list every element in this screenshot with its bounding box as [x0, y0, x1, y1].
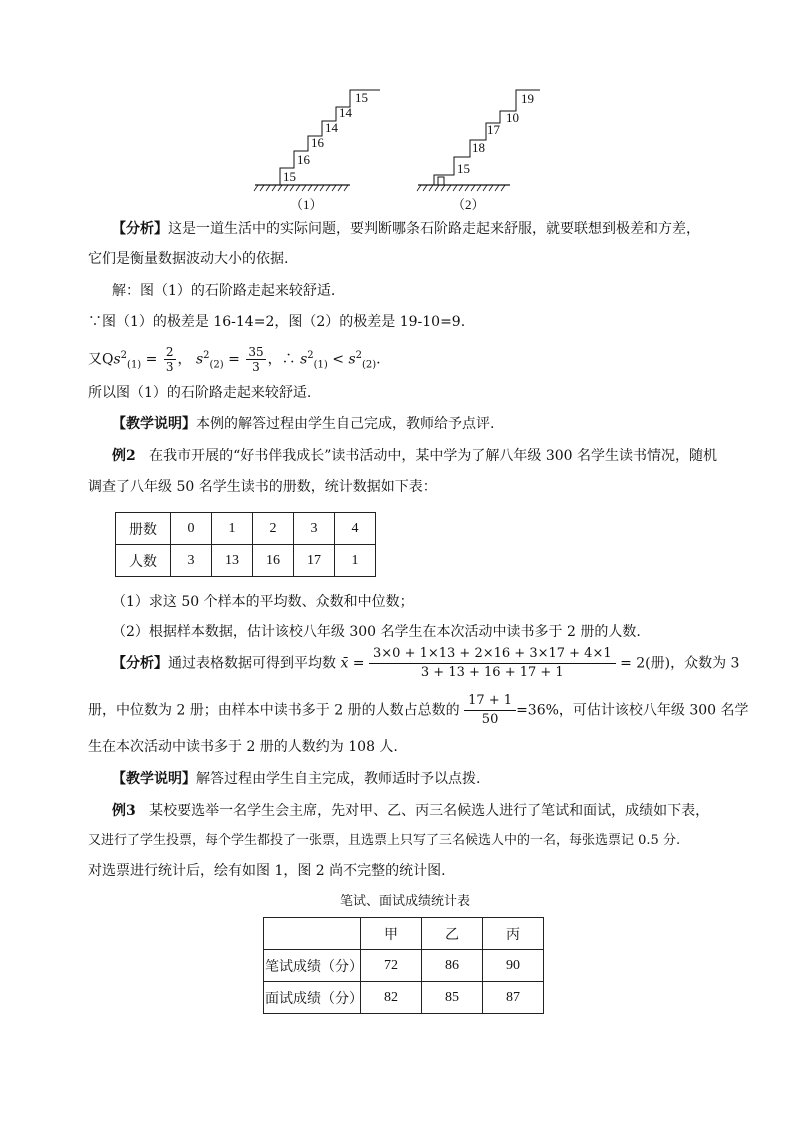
table-cell: 4 [335, 513, 376, 545]
conclusion-line: 所以图（1）的石阶路走起来较舒适. [88, 385, 312, 401]
example-2-line-1: 例2 在我市开展的“好书伴我成长”读书活动中，某中学为了解八年级 300 名学生读书情况，随机 [112, 448, 718, 464]
table-cell: 3 [171, 545, 212, 577]
variance-line: 又$Qs^2_{(1)}$ = $\frac{2}{3}$ ， $s^2_{(2)}$ = $\frac{35}{3}$ ，∴ $s^2_{(1)} < s^2_{(2)}$. [88, 345, 381, 375]
books-table [115, 512, 376, 577]
analysis-1-line-1: 【分析】这是一道生活中的实际问题，要判断哪条石阶路走起来舒服，就要联想到极差和方差， [112, 221, 700, 237]
table-column-header: 甲 [361, 918, 422, 950]
analysis-2-line-3: 生在本次活动中读书多于 2 册的人数约为 108 人. [88, 739, 398, 755]
fig2-step-5: 19 [521, 91, 534, 106]
fig2-step-4: 10 [506, 110, 519, 125]
teaching-note-1: 【教学说明】本例的解答过程由学生自己完成，教师给予点评. [112, 416, 495, 432]
table-row [264, 918, 544, 950]
variance-1-fraction: $\frac{2}{3}$ [165, 345, 174, 375]
table-row-header: 笔试成绩（分） [264, 950, 361, 982]
example-3-line-2: 又进行了学生投票，每个学生都投了一张票，且选票上只写了三名候选人中的一名，每张选票记 0.5 分. [88, 833, 681, 848]
table-row [116, 513, 376, 545]
fig1-step-3: 16 [311, 135, 324, 150]
analysis-1-line-2: 它们是衡量数据波动大小的依据. [88, 251, 289, 267]
figure-1-staircase [254, 90, 380, 212]
table-row [264, 950, 544, 982]
table-2-caption: 笔试、面试成绩统计表 [340, 894, 471, 909]
teaching-note-2: 【教学说明】解答过程由学生自主完成，教师适时予以点拨. [112, 771, 481, 787]
table-cell: 72 [361, 950, 422, 982]
fig1-step-6: 15 [355, 90, 368, 105]
table-cell: 0 [171, 513, 212, 545]
variance-2-fraction: $\frac{35}{3}$ [248, 345, 264, 375]
fig2-caption: （2） [452, 197, 485, 212]
table-cell: 85 [422, 982, 483, 1014]
fig2-step-2: 18 [472, 140, 485, 155]
fig1-step-5: 14 [339, 105, 352, 120]
example-3-line-3: 对选票进行统计后，绘有如图 1，图 2 尚不完整的统计图. [88, 863, 446, 879]
solution-line: 解：图（1）的石阶路走起来较舒适. [112, 283, 336, 299]
table-cell: 90 [483, 950, 544, 982]
analysis-2-line-2: 册，中位数为 2 册；由样本中读书多于 2 册的人数占总数的 $\frac{17 + 1}{50}$ =36%，可估计该校八年级 300 名学 [88, 693, 749, 727]
staircase-figures [250, 85, 570, 215]
table-cell: 1 [212, 513, 253, 545]
fig1-caption: （1） [290, 197, 323, 212]
table-cell: 17 [294, 545, 335, 577]
example-3-line-1: 例3 某校要选举一名学生会主席，先对甲、乙、丙三名候选人进行了笔试和面试，成绩如下表， [112, 803, 710, 819]
table-row-header: 面试成绩（分） [264, 982, 361, 1014]
fig1-step-2: 16 [297, 152, 310, 167]
table-cell: 82 [361, 982, 422, 1014]
table-cell: 13 [212, 545, 253, 577]
fig1-step-1: 15 [283, 169, 296, 184]
mean-fraction: $\frac{3\times 0 + 1\times 13 + 2\times 16 + 3\times 17 + 4\times 1}{3 + 13 + 16 + 17 + 1}$ [369, 645, 616, 682]
table-cell: 3 [294, 513, 335, 545]
table-row [116, 545, 376, 577]
scores-table [263, 917, 544, 1014]
table-cell: 1 [335, 545, 376, 577]
question-2: （2）根据样本数据，估计该校八年级 300 名学生在本次活动中读书多于 2 册的人数. [112, 624, 641, 640]
table-cell: 2 [253, 513, 294, 545]
fig2-step-1: 15 [457, 161, 470, 176]
range-line: ∵图（1）的极差是 16-14=2，图（2）的极差是 19-10=9. [88, 314, 466, 330]
table-cell: 87 [483, 982, 544, 1014]
table-row [264, 982, 544, 1014]
example-2-line-2: 调查了八年级 50 名学生读书的册数，统计数据如下表： [88, 479, 437, 495]
fig1-step-4: 14 [325, 120, 338, 135]
analysis-2-line-1: 【分析】通过表格数据可得到平均数 x̄ = $\frac{3\times 0 + 1\times 13 + 2\times 16 + 3\times 17 + 4\times 1}{3 + 13 + 16 + 17 + 1}$ = 2(册)，众数为 3 [112, 646, 740, 680]
table-column-header: 丙 [483, 918, 544, 950]
table-header-books: 册数 [116, 513, 171, 545]
figure-2-staircase [417, 90, 540, 212]
table-header-people: 人数 [116, 545, 171, 577]
fig2-step-3: 17 [487, 122, 500, 137]
table-corner-cell [264, 918, 361, 950]
table-column-header: 乙 [422, 918, 483, 950]
table-cell: 16 [253, 545, 294, 577]
table-cell: 86 [422, 950, 483, 982]
question-1: （1）求这 50 个样本的平均数、众数和中位数； [112, 594, 414, 610]
percent-fraction: $\frac{17 + 1}{50}$ [464, 692, 516, 729]
